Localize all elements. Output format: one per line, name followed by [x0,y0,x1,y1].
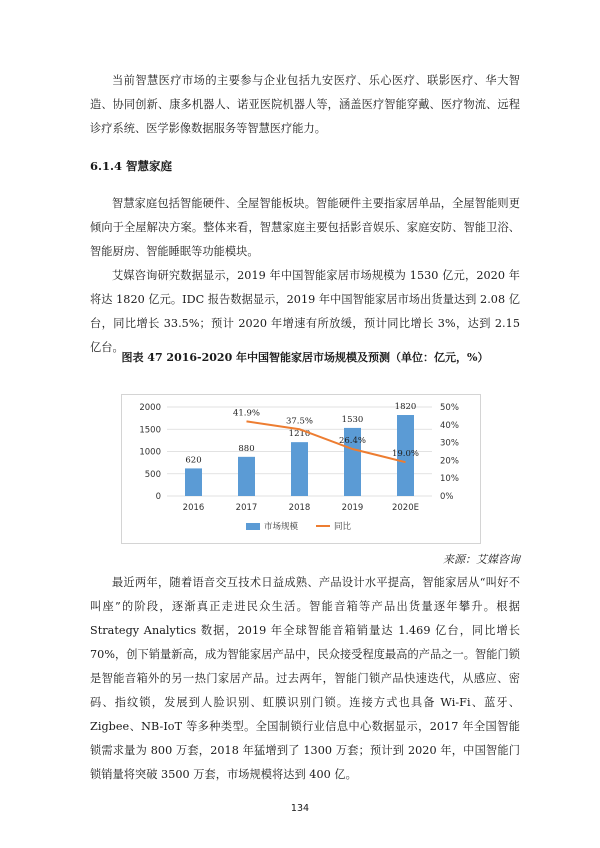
bar-value-label: 1530 [341,414,364,425]
bar-value-label: 1210 [288,429,311,440]
figure-caption: 图表 47 2016-2020 年中国智能家居市场规模及预测（单位：亿元，%） [121,351,489,364]
legend-label: 同比 [334,522,352,532]
y-left-tick-label: 2000 [139,403,161,413]
y-left-tick-label: 1500 [139,425,161,436]
line-value-label: 19.0% [391,449,420,460]
x-tick-label: 2019 [341,503,364,513]
section-heading: 6.1.4 智慧家庭 [90,159,173,173]
bar [185,468,202,496]
y-right-tick-label: 10% [440,474,459,485]
y-right-tick-label: 30% [440,438,459,449]
bar-value-label: 1820 [394,402,417,413]
line-value-label: 41.9% [232,408,261,419]
market-data-paragraph: 艾媒咨询研究数据显示，2019 年中国智能家居市场规模为 1530 亿元，2020 年将达 1820 亿元。IDC 报告数据显示，2019 年中国智能家居市场出货量达到 2.08 亿台，同比增长 33.5%；预计 2020 年增速有所放缓，预计同比增长 3%，达到 2.15 亿台。 [90,269,520,354]
bar-value-label: 880 [238,443,255,454]
y-left-tick-label: 0 [155,492,161,502]
line-value-label: 26.4% [338,436,367,447]
y-left-tick-label: 500 [144,469,161,480]
chart-frame [121,394,481,544]
growth-line [247,421,406,462]
legend-swatch-bar [246,523,260,530]
intro-paragraph: 当前智慧医疗市场的主要参与企业包括九安医疗、乐心医疗、联影医疗、华大智造、协同创新、康多机器人、诺亚医院机器人等，涵盖医疗智能穿戴、医疗物流、远程诊疗系统、医学影像数据服务等智慧医疗能力。 [90,74,520,135]
line-value-label: 37.5% [285,416,314,427]
y-left-tick-label: 1000 [139,447,161,458]
bar [238,457,255,496]
trend-paragraph: 最近两年，随着语音交互技术日益成熟、产品设计水平提高，智能家居从“叫好不叫座”的阶段，逐渐真正走进民众生活。智能音箱等产品出货量逐年攀升。根据 Strategy Analytics 数据，2019 年全球智能音箱销量达 1.469 亿台，同比增长 70%，创下销量新高，成为智能家居产品中，民众接受程度最高的产品之一。智能门锁是智能音箱外的另一热门家居产品。过去两年，智能门锁产品快速迭代，从感应、密码、指纹锁，发展到人脸识别、虹膜识别门锁。连接方式也具备 Wi-Fi、蓝牙、Zigbee、NB-IoT 等多种类型。全国制锁行业信息中心数据显示，2017 年全国智能锁需求量为 800 万套，2018 年猛增到了 1300 万套；预计到 2020 年，中国智能门锁销量将突破 3500 万套，市场规模将达到 400 亿。 [90,576,520,781]
page-number: 134 [290,803,310,814]
x-tick-label: 2016 [182,503,205,513]
y-right-tick-label: 0% [440,492,454,502]
x-tick-label: 2018 [288,503,311,513]
chart [122,395,480,543]
legend-label: 市场规模 [264,522,299,532]
y-right-tick-label: 40% [440,420,459,431]
bar [291,442,308,496]
y-right-tick-label: 50% [440,403,459,413]
x-tick-label: 2020E [391,503,420,513]
x-tick-label: 2017 [235,503,258,513]
source-note: 来源：艾媒咨询 [443,553,520,566]
y-right-tick-label: 20% [440,456,459,467]
smart-home-paragraph: 智慧家庭包括智能硬件、全屋智能板块。智能硬件主要指家居单品，全屋智能则更倾向于全屋解决方案。整体来看，智慧家庭主要包括影音娱乐、家庭安防、智能卫浴、智能厨房、智能睡眠等功能模块。 [90,197,520,258]
bar-value-label: 620 [185,455,202,466]
